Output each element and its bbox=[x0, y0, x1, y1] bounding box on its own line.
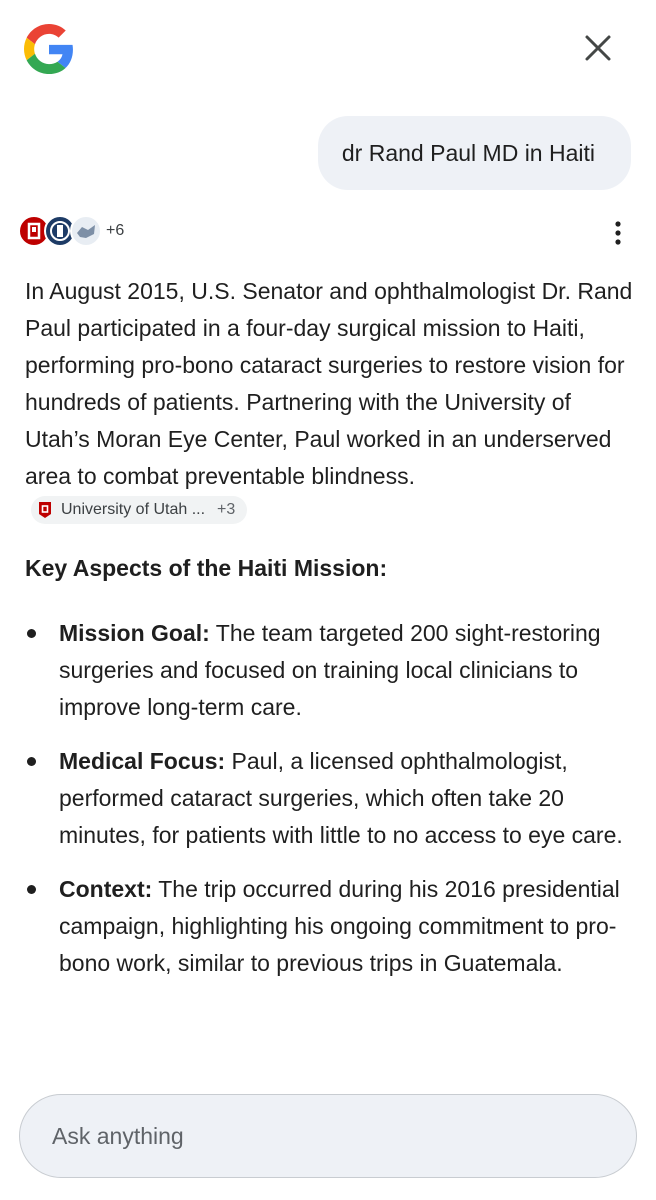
more-options-icon[interactable] bbox=[604, 218, 632, 248]
ask-input[interactable] bbox=[50, 1122, 614, 1151]
list-item bbox=[25, 615, 635, 726]
sources-more-count: +6 bbox=[106, 222, 125, 239]
citation-chip[interactable] bbox=[31, 496, 247, 524]
bullet-dot bbox=[27, 629, 36, 638]
bullet-title: Mission Goal: bbox=[59, 620, 210, 646]
bullet-title: Context: bbox=[59, 876, 153, 902]
university-of-utah-icon bbox=[37, 501, 53, 519]
bullet-text: Paul, a licensed ophthalmologist, performed cataract surgeries, which often take 20 minutes, for patients with little to no access to eye care. bbox=[59, 748, 623, 848]
source-icon-3 bbox=[70, 215, 102, 247]
bullet-dot bbox=[27, 885, 36, 894]
google-g-icon bbox=[24, 24, 74, 74]
list-item bbox=[25, 743, 635, 854]
section-heading: Key Aspects of the Haiti Mission: bbox=[25, 555, 388, 581]
bullet-text: The team targeted 200 sight-restoring surgeries and focused on training local clinicians to improve long-term care. bbox=[59, 620, 601, 720]
close-icon[interactable] bbox=[580, 30, 616, 66]
list-item bbox=[25, 871, 635, 982]
citation-more: +3 bbox=[217, 501, 236, 518]
user-query-text: dr Rand Paul MD in Haiti bbox=[341, 139, 595, 166]
bullet-text: The trip occurred during his 2016 presidential campaign, highlighting his ongoing commitment to pro-bono work, similar to previous trips in Guatemala. bbox=[59, 876, 620, 976]
bullet-title: Medical Focus: bbox=[59, 748, 226, 774]
ask-bar bbox=[19, 1094, 637, 1178]
user-query-bubble bbox=[318, 116, 631, 190]
answer-text: In August 2015, U.S. Senator and ophthalmologist Dr. Rand Paul participated in a four-day surgical mission to Haiti, performing pro-bono cataract surgeries to restore vision for hundreds of patients. Partnering with the University of Utah’s Moran Eye Center, Paul worked in an underserved area to combat preventable blindness. bbox=[25, 278, 633, 489]
bullet-dot bbox=[27, 757, 36, 766]
key-aspects-list bbox=[25, 615, 635, 999]
sources-button[interactable] bbox=[18, 213, 124, 249]
answer-paragraph bbox=[25, 273, 637, 532]
citation-label: University of Utah ... bbox=[61, 501, 206, 518]
ai-answer bbox=[25, 273, 637, 532]
